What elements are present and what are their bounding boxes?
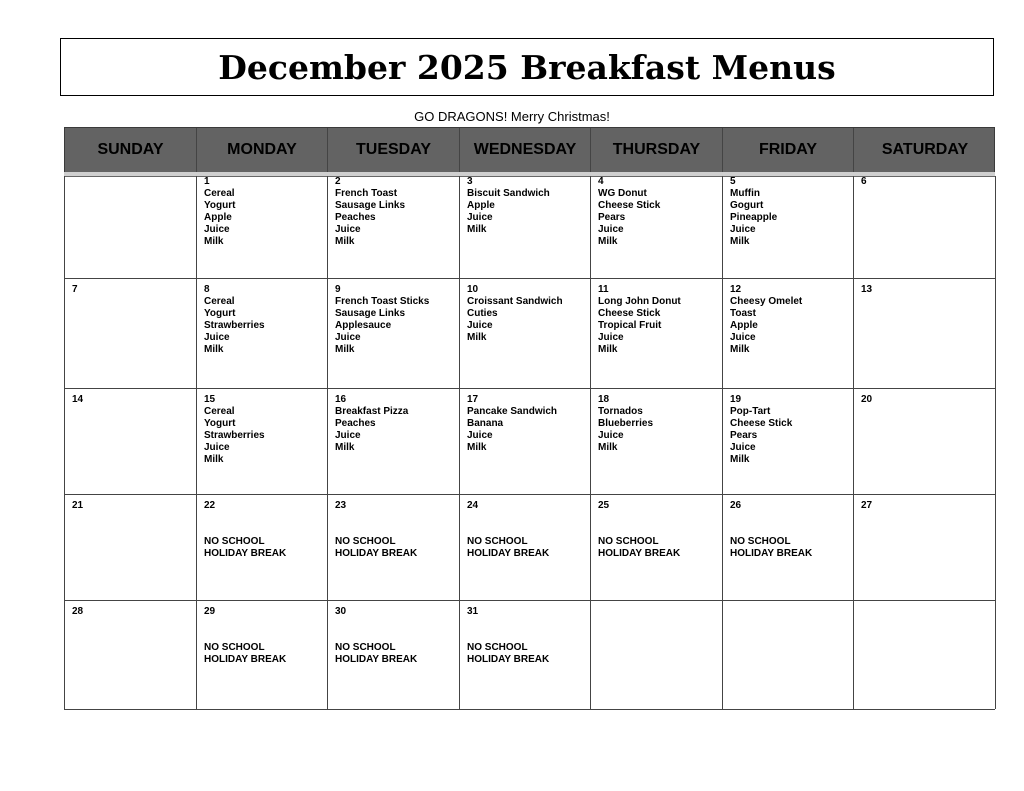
menu-item: Milk — [467, 332, 487, 343]
menu-item: Milk — [467, 442, 487, 453]
menu-item: Cheese Stick — [730, 418, 793, 429]
holiday-note: HOLIDAY BREAK — [467, 548, 550, 559]
menu-item: Milk — [204, 236, 224, 247]
calendar-day-cell — [591, 278, 723, 388]
calendar-day-cell — [197, 278, 328, 388]
menu-item: Breakfast Pizza — [335, 406, 409, 417]
menu-item: Strawberries — [204, 430, 265, 441]
day-number: 22 — [204, 500, 216, 511]
weekday-header-friday: FRIDAY — [723, 128, 854, 172]
day-number: 1 — [204, 176, 210, 187]
day-number: 26 — [730, 500, 742, 511]
day-number: 13 — [861, 284, 873, 295]
menu-item: French Toast Sticks — [335, 296, 430, 307]
calendar-day-cell — [854, 600, 996, 709]
calendar-day-cell — [328, 600, 460, 709]
menu-item: Apple — [467, 200, 495, 211]
calendar-day-cell — [328, 388, 460, 494]
holiday-note: HOLIDAY BREAK — [730, 548, 813, 559]
day-number: 25 — [598, 500, 610, 511]
day-number: 27 — [861, 500, 873, 511]
menu-item: Sausage Links — [335, 308, 406, 319]
weekday-header-tuesday: TUESDAY — [328, 128, 460, 172]
calendar-day-cell — [197, 388, 328, 494]
menu-item: Tropical Fruit — [598, 320, 662, 331]
day-number: 5 — [730, 176, 736, 187]
holiday-note: NO SCHOOL — [335, 642, 396, 653]
weekday-header-monday: MONDAY — [197, 128, 328, 172]
menu-item: Juice — [204, 332, 230, 343]
menu-item: Tornados — [598, 406, 643, 417]
holiday-note: NO SCHOOL — [204, 642, 265, 653]
calendar-day-cell — [65, 494, 197, 600]
calendar-day-cell — [723, 600, 854, 709]
menu-item: Yogurt — [204, 308, 236, 319]
spacer — [598, 512, 716, 536]
menu-item: Milk — [598, 442, 618, 453]
menu-item: Croissant Sandwich — [467, 296, 563, 307]
calendar-day-cell — [460, 600, 591, 709]
page-subtitle: GO DRAGONS! Merry Christmas! — [414, 109, 610, 124]
menu-item: Cereal — [204, 406, 235, 417]
menu-item: Juice — [730, 224, 756, 235]
menu-item: Cereal — [204, 296, 235, 307]
menu-item: Cereal — [204, 188, 235, 199]
menu-item: Milk — [467, 224, 487, 235]
menu-item: Juice — [335, 224, 361, 235]
day-number: 19 — [730, 394, 742, 405]
spacer — [204, 618, 321, 642]
day-number: 9 — [335, 284, 341, 295]
menu-item: Milk — [204, 454, 224, 465]
holiday-note: HOLIDAY BREAK — [598, 548, 681, 559]
day-number: 20 — [861, 394, 873, 405]
calendar-day-cell — [854, 494, 996, 600]
day-number: 2 — [335, 176, 341, 187]
menu-item: Apple — [730, 320, 758, 331]
day-number: 29 — [204, 606, 216, 617]
menu-item: Cheesy Omelet — [730, 296, 803, 307]
calendar-day-cell — [65, 176, 197, 278]
menu-item: Milk — [730, 454, 750, 465]
day-number: 16 — [335, 394, 347, 405]
menu-item: Juice — [598, 430, 624, 441]
day-number: 17 — [467, 394, 479, 405]
holiday-note: NO SCHOOL — [204, 536, 265, 547]
page-title: December 2025 Breakfast Menus — [218, 47, 836, 87]
menu-item: Cheese Stick — [598, 308, 661, 319]
menu-item: Banana — [467, 418, 504, 429]
spacer — [730, 512, 847, 536]
weekday-header-saturday: SATURDAY — [881, 141, 969, 158]
day-number: 11 — [598, 284, 609, 295]
menu-item: Long John Donut — [598, 296, 681, 307]
calendar-day-cell — [65, 388, 197, 494]
menu-item: Milk — [335, 236, 355, 247]
day-number: 14 — [72, 394, 84, 405]
menu-item: Juice — [467, 320, 493, 331]
day-number: 8 — [204, 284, 210, 295]
menu-item: Juice — [467, 430, 493, 441]
menu-item: French Toast — [335, 188, 398, 199]
menu-item: Milk — [598, 236, 618, 247]
weekday-header-sunday: SUNDAY — [65, 128, 197, 172]
menu-item: Sausage Links — [335, 200, 406, 211]
menu-item: Blueberries — [598, 418, 654, 429]
menu-item: Cheese Stick — [598, 200, 661, 211]
menu-item: Pears — [730, 430, 758, 441]
menu-item: Juice — [598, 332, 624, 343]
menu-item: Pancake Sandwich — [467, 406, 558, 417]
calendar-day-cell — [591, 494, 723, 600]
menu-item: Juice — [335, 430, 361, 441]
calendar-day-cell — [460, 388, 591, 494]
calendar-day-cell — [328, 176, 460, 278]
calendar-day-cell — [723, 176, 854, 278]
day-number: 30 — [335, 606, 347, 617]
day-number: 18 — [598, 394, 610, 405]
day-number: 10 — [467, 284, 479, 295]
menu-item: Juice — [730, 332, 756, 343]
calendar-grid — [64, 176, 995, 710]
holiday-note: HOLIDAY BREAK — [467, 654, 550, 665]
day-number: 4 — [598, 176, 604, 187]
calendar-day-cell — [591, 176, 723, 278]
calendar-day-cell — [65, 278, 197, 388]
holiday-note: NO SCHOOL — [335, 536, 396, 547]
calendar-day-cell — [197, 600, 328, 709]
day-number: 23 — [335, 500, 347, 511]
menu-item: Milk — [730, 236, 750, 247]
spacer — [467, 618, 584, 642]
menu-item: Pineapple — [730, 212, 778, 223]
day-number: 7 — [72, 284, 78, 295]
calendar-day-cell — [197, 176, 328, 278]
spacer — [335, 618, 453, 642]
menu-item: Juice — [204, 224, 230, 235]
calendar-day-cell — [197, 494, 328, 600]
calendar-day-cell — [854, 388, 996, 494]
calendar-day-cell — [854, 176, 996, 278]
menu-item: Yogurt — [204, 200, 236, 211]
holiday-note: HOLIDAY BREAK — [204, 654, 287, 665]
spacer — [335, 512, 453, 536]
calendar-day-cell — [460, 278, 591, 388]
day-number: 15 — [204, 394, 216, 405]
menu-item: Peaches — [335, 418, 376, 429]
menu-item: Apple — [204, 212, 232, 223]
title-box — [60, 38, 994, 96]
menu-item: Milk — [730, 344, 750, 355]
day-number: 28 — [72, 606, 84, 617]
menu-item: Pop-Tart — [730, 406, 771, 417]
calendar-day-cell — [460, 176, 591, 278]
menu-item: Applesauce — [335, 320, 392, 331]
calendar-day-cell — [591, 388, 723, 494]
calendar-day-cell — [328, 494, 460, 600]
holiday-note: NO SCHOOL — [467, 536, 528, 547]
day-number: 21 — [72, 500, 84, 511]
menu-item: Muffin — [730, 188, 760, 199]
menu-item: Pears — [598, 212, 626, 223]
holiday-note: HOLIDAY BREAK — [204, 548, 287, 559]
weekday-header-wednesday: WEDNESDAY — [460, 128, 591, 172]
day-number: 24 — [467, 500, 479, 511]
calendar-day-cell — [723, 388, 854, 494]
menu-item: Juice — [598, 224, 624, 235]
menu-item: Juice — [204, 442, 230, 453]
spacer — [467, 512, 584, 536]
day-number: 3 — [467, 176, 473, 187]
calendar-day-cell — [591, 600, 723, 709]
menu-item: Peaches — [335, 212, 376, 223]
holiday-note: NO SCHOOL — [598, 536, 659, 547]
holiday-note: NO SCHOOL — [730, 536, 791, 547]
calendar-day-cell — [65, 600, 197, 709]
menu-item: Gogurt — [730, 200, 764, 211]
calendar-day-cell — [723, 278, 854, 388]
menu-item: Toast — [730, 308, 756, 319]
calendar-day-cell — [328, 278, 460, 388]
menu-item: Strawberries — [204, 320, 265, 331]
day-number: 12 — [730, 284, 742, 295]
menu-item: Juice — [335, 332, 361, 343]
calendar-day-cell — [723, 494, 854, 600]
menu-item: Milk — [204, 344, 224, 355]
day-number: 31 — [467, 606, 479, 617]
spacer — [204, 512, 321, 536]
menu-item: Cuties — [467, 308, 498, 319]
calendar-day-cell — [854, 278, 996, 388]
menu-item: Milk — [335, 344, 355, 355]
menu-item: Juice — [730, 442, 756, 453]
calendar-day-cell — [460, 494, 591, 600]
weekday-header-row — [64, 127, 995, 173]
menu-item: WG Donut — [598, 188, 647, 199]
holiday-note: HOLIDAY BREAK — [335, 548, 418, 559]
day-number: 6 — [861, 176, 867, 187]
menu-item: Juice — [467, 212, 493, 223]
holiday-note: HOLIDAY BREAK — [335, 654, 418, 665]
holiday-note: NO SCHOOL — [467, 642, 528, 653]
weekday-header-thursday: THURSDAY — [591, 128, 723, 172]
menu-item: Milk — [598, 344, 618, 355]
menu-item: Biscuit Sandwich — [467, 188, 550, 199]
menu-item: Milk — [335, 442, 355, 453]
menu-item: Yogurt — [204, 418, 236, 429]
